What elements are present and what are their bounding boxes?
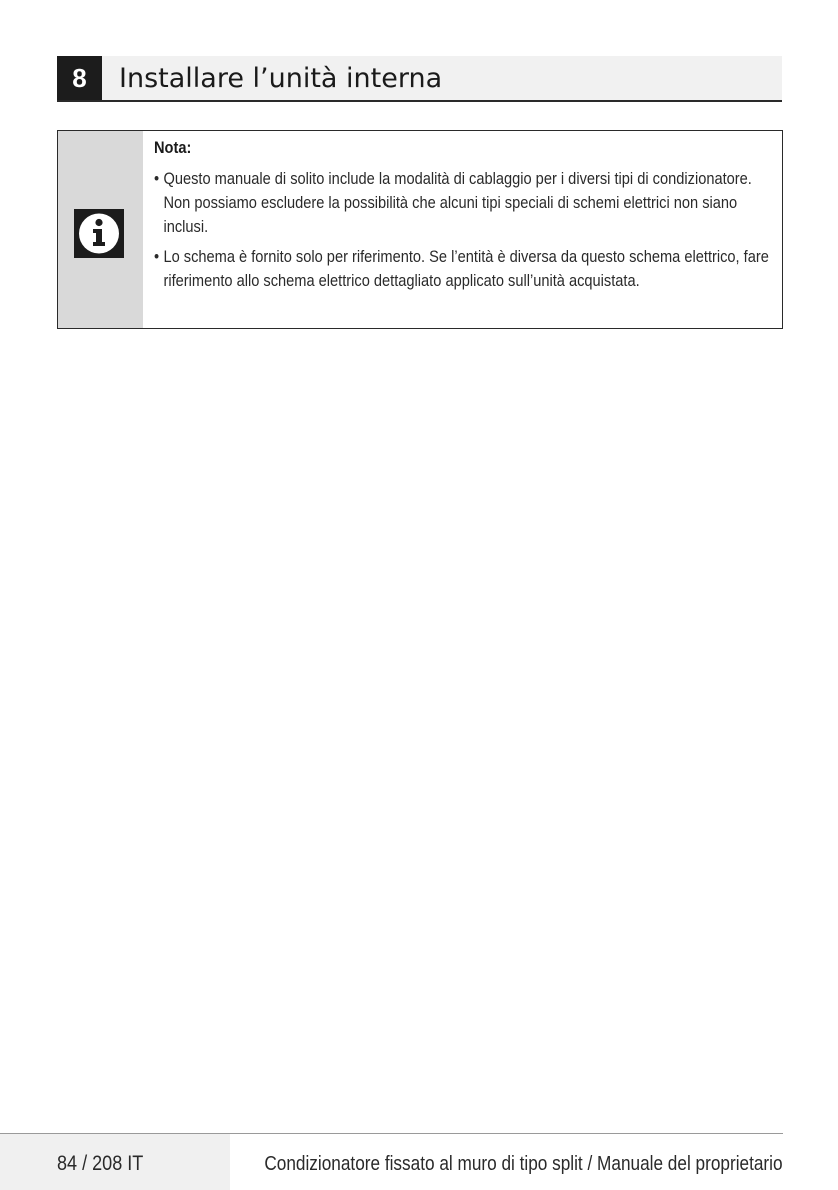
section-header	[57, 56, 782, 102]
section-title: Installare l’unità interna	[119, 63, 443, 94]
document-title: Condizionatore fissato al muro di tipo split / Manuale del proprietario	[264, 1153, 783, 1175]
note-item	[154, 245, 779, 293]
section-number: 8	[57, 56, 102, 100]
note-box	[57, 130, 783, 329]
bullet: •	[154, 247, 160, 266]
note-content	[154, 137, 772, 299]
note-item-text: Questo manuale di solito include la modalità di cablaggio per i diversi tipi di condizionatore. Non possiamo escludere la possibilità che alcuni tipi speciali di schemi elettrici non siano inclusi.	[163, 169, 752, 236]
info-icon	[74, 209, 124, 258]
bullet: •	[154, 169, 160, 188]
page-number: 84 / 208 IT	[57, 1152, 144, 1175]
note-title: Nota:	[154, 138, 192, 157]
note-item-text: Lo schema è fornito solo per riferimento. Se l’entità è diversa da questo schema elettrico, fare riferimento allo schema elettrico dettagliato applicato sull’unità acquistata.	[163, 247, 769, 290]
note-icon-column	[58, 131, 143, 328]
note-item	[154, 167, 779, 239]
